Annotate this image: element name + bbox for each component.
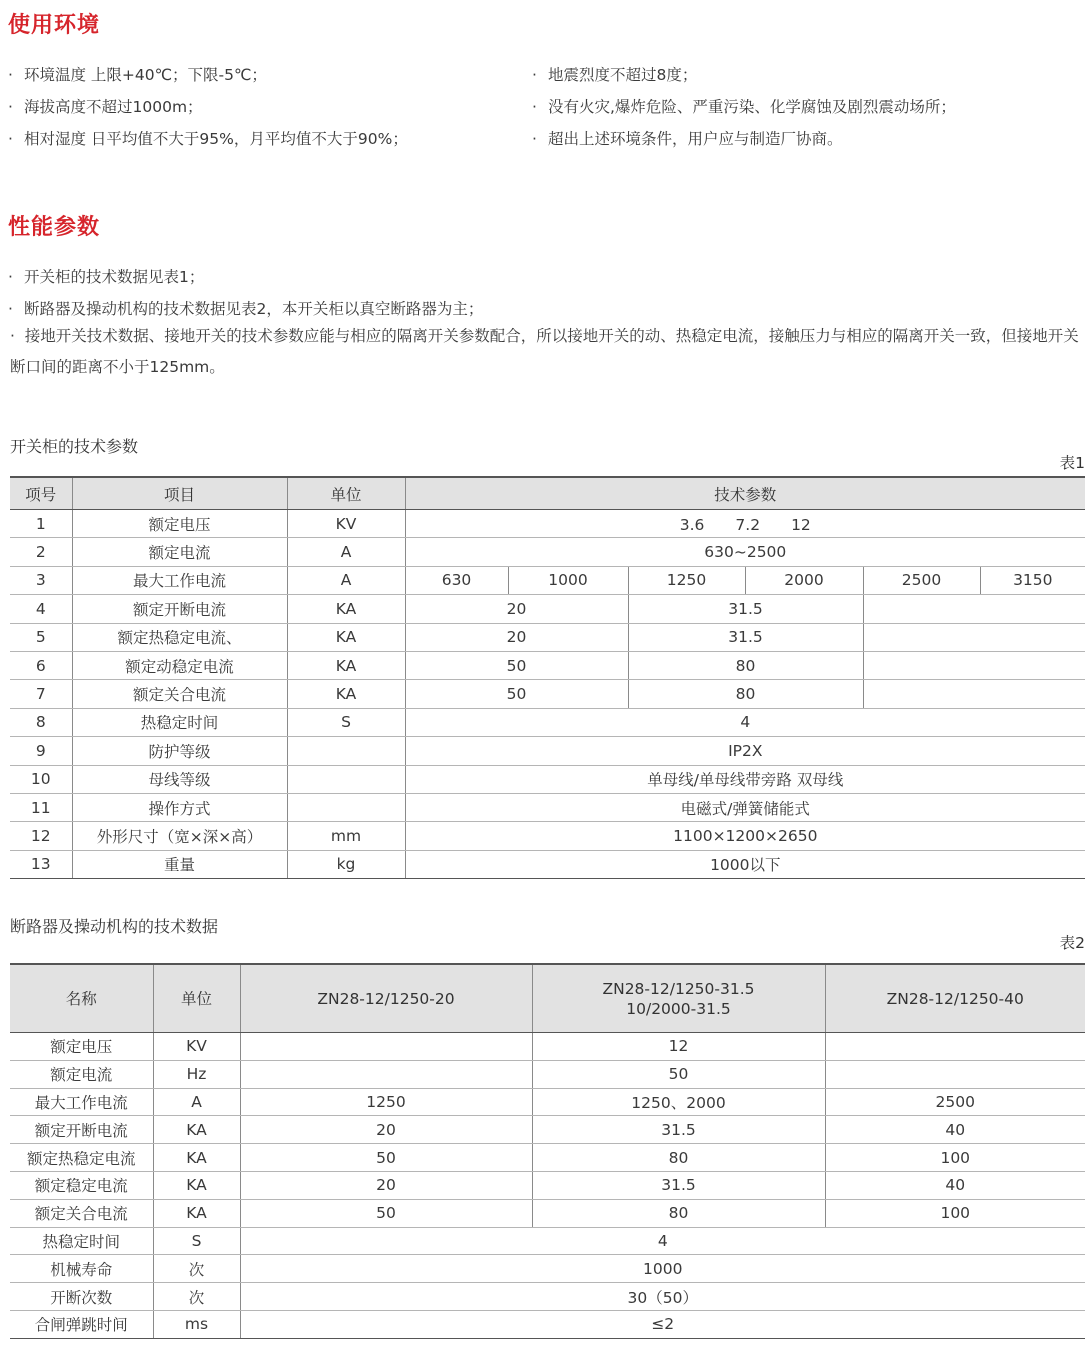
- table-cell: KA: [153, 1171, 240, 1199]
- table-row: [10, 1033, 1085, 1061]
- table-cell: 9: [10, 737, 72, 765]
- table-row: [10, 1144, 1085, 1172]
- list-item: · 超出上述环境条件，用户应与制造厂协商。: [532, 130, 843, 148]
- table-cell: 额定电压: [10, 1033, 153, 1061]
- table-row: [10, 1116, 1085, 1144]
- table-cell: KA: [153, 1144, 240, 1172]
- list-item: · 接地开关技术数据、接地开关的技术参数应能与相应的隔离开关参数配合，所以接地开关的动、热稳定电流，接触压力与相应的隔离开关一致，但接地开关断口间的距离不小于125mm。: [10, 327, 1079, 376]
- column-header: 项号: [10, 477, 72, 510]
- column-header: 项目: [72, 477, 287, 510]
- table-row: [10, 510, 1085, 538]
- table-cell: 80: [628, 651, 863, 679]
- table-cell: 50: [240, 1199, 532, 1227]
- table-cell: 100: [825, 1199, 1085, 1227]
- table-cell: 80: [532, 1199, 825, 1227]
- table-cell: ≤2: [240, 1310, 1085, 1338]
- table-cell: 20: [240, 1171, 532, 1199]
- table-cell: 12: [532, 1033, 825, 1061]
- table-row: [10, 737, 1085, 765]
- table2-tag: 表2: [1059, 934, 1085, 952]
- table-cell: 额定关合电流: [72, 680, 287, 708]
- table-header-row: [10, 964, 1085, 1033]
- bullet-dot-icon: ·: [532, 98, 537, 116]
- column-header: 名称: [10, 964, 153, 1033]
- table-cell: 20: [405, 623, 628, 651]
- table-cell: 合闸弹跳时间: [10, 1310, 153, 1338]
- table-cell: 1100×1200×2650: [405, 822, 1085, 850]
- table-cell: 11: [10, 793, 72, 821]
- table-row: [10, 680, 1085, 708]
- table-row: [10, 1171, 1085, 1199]
- table-cell: 31.5: [532, 1171, 825, 1199]
- table1: [10, 476, 1085, 879]
- table-row: [10, 822, 1085, 850]
- table-header-row: [10, 477, 1085, 510]
- table-cell: KA: [287, 680, 405, 708]
- table-cell: kg: [287, 850, 405, 878]
- table-cell: 10: [10, 765, 72, 793]
- table-cell: KA: [287, 595, 405, 623]
- table-row: [10, 651, 1085, 679]
- table-cell: ms: [153, 1310, 240, 1338]
- table-cell: 20: [405, 595, 628, 623]
- table-row: [10, 1060, 1085, 1088]
- table-cell: [825, 1060, 1085, 1088]
- bullet-dot-icon: ·: [8, 66, 13, 84]
- table-row: [10, 595, 1085, 623]
- table-cell: 31.5: [628, 595, 863, 623]
- table-row: [10, 1255, 1085, 1283]
- table-cell: 1000: [508, 566, 628, 594]
- table-cell: 额定热稳定电流: [10, 1144, 153, 1172]
- table-cell: 50: [405, 651, 628, 679]
- table-cell: 额定开断电流: [10, 1116, 153, 1144]
- table-cell: 1: [10, 510, 72, 538]
- table-cell: [825, 1033, 1085, 1061]
- bullet-dot-icon: ·: [10, 327, 15, 345]
- table-cell: 7: [10, 680, 72, 708]
- table-cell: 50: [405, 680, 628, 708]
- table-cell: 2500: [863, 566, 980, 594]
- table-cell: KA: [287, 623, 405, 651]
- table-cell: 6: [10, 651, 72, 679]
- table-cell: 最大工作电流: [72, 566, 287, 594]
- table-cell: 单母线/单母线带旁路 双母线: [405, 765, 1085, 793]
- table-row: [10, 1199, 1085, 1227]
- table2: [10, 963, 1085, 1339]
- table-cell: A: [287, 538, 405, 566]
- table-cell: 额定电流: [10, 1060, 153, 1088]
- table-cell: 最大工作电流: [10, 1088, 153, 1116]
- table-cell: S: [153, 1227, 240, 1255]
- table-cell: 重量: [72, 850, 287, 878]
- table-row: [10, 623, 1085, 651]
- table-cell: 4: [405, 708, 1085, 736]
- table-cell: 额定动稳定电流: [72, 651, 287, 679]
- table-cell: [287, 765, 405, 793]
- column-header: 单位: [287, 477, 405, 510]
- table-cell: 电磁式/弹簧储能式: [405, 793, 1085, 821]
- table-cell: [863, 623, 1085, 651]
- table-cell: 13: [10, 850, 72, 878]
- table-cell: 8: [10, 708, 72, 736]
- table-cell: 630~2500: [405, 538, 1085, 566]
- column-header: ZN28-12/1250-31.5 10/2000-31.5: [532, 964, 825, 1033]
- table2-title: 断路器及操动机构的技术数据: [10, 917, 219, 936]
- table-cell: 额定热稳定电流、: [72, 623, 287, 651]
- table-cell: [287, 793, 405, 821]
- table-cell: [240, 1060, 532, 1088]
- table-cell: 3150: [980, 566, 1085, 594]
- table-cell: 100: [825, 1144, 1085, 1172]
- table-cell: KA: [287, 651, 405, 679]
- table-cell: IP2X: [405, 737, 1085, 765]
- bullet-dot-icon: ·: [532, 66, 537, 84]
- table-cell: 2500: [825, 1088, 1085, 1116]
- section-title-environment: 使用环境: [8, 13, 101, 38]
- table-cell: 3.6 7.2 12: [405, 510, 1085, 538]
- table-cell: 2000: [745, 566, 863, 594]
- table-cell: 额定电压: [72, 510, 287, 538]
- table-cell: 1250: [240, 1088, 532, 1116]
- bullet-dot-icon: ·: [532, 130, 537, 148]
- table-cell: [863, 651, 1085, 679]
- table-cell: 5: [10, 623, 72, 651]
- table-cell: 1250: [628, 566, 745, 594]
- table-cell: 80: [628, 680, 863, 708]
- table-cell: 40: [825, 1116, 1085, 1144]
- column-header: ZN28-12/1250-40: [825, 964, 1085, 1033]
- table-cell: KA: [153, 1199, 240, 1227]
- table-cell: Hz: [153, 1060, 240, 1088]
- table-cell: [863, 680, 1085, 708]
- table-cell: [287, 737, 405, 765]
- section-title-performance: 性能参数: [8, 215, 101, 240]
- table-cell: 额定稳定电流: [10, 1171, 153, 1199]
- table-cell: 4: [240, 1227, 1085, 1255]
- table-cell: 额定电流: [72, 538, 287, 566]
- table-cell: 2: [10, 538, 72, 566]
- table-cell: KV: [287, 510, 405, 538]
- table-cell: A: [287, 566, 405, 594]
- table-row: [10, 765, 1085, 793]
- table-row: [10, 1088, 1085, 1116]
- table-cell: 额定开断电流: [72, 595, 287, 623]
- bullet-dot-icon: ·: [8, 300, 13, 318]
- table-cell: S: [287, 708, 405, 736]
- table-cell: 开断次数: [10, 1283, 153, 1311]
- bullet-dot-icon: ·: [8, 98, 13, 116]
- table1-tag: 表1: [1059, 454, 1085, 472]
- table-cell: 3: [10, 566, 72, 594]
- bullet-dot-icon: ·: [8, 268, 13, 286]
- table-cell: [240, 1033, 532, 1061]
- table-cell: 80: [532, 1144, 825, 1172]
- column-header: ZN28-12/1250-20: [240, 964, 532, 1033]
- table-cell: 50: [240, 1144, 532, 1172]
- list-item: · 断路器及操动机构的技术数据见表2，本开关柜以真空断路器为主；: [8, 300, 484, 318]
- table-cell: 额定关合电流: [10, 1199, 153, 1227]
- table-cell: 630: [405, 566, 508, 594]
- list-item: · 地震烈度不超过8度；: [532, 66, 698, 84]
- table-cell: mm: [287, 822, 405, 850]
- list-item: · 开关柜的技术数据见表1；: [8, 268, 205, 286]
- table-cell: 热稳定时间: [10, 1227, 153, 1255]
- table-cell: 40: [825, 1171, 1085, 1199]
- table-cell: 12: [10, 822, 72, 850]
- table-cell: 母线等级: [72, 765, 287, 793]
- table-cell: KA: [153, 1116, 240, 1144]
- table-cell: 50: [532, 1060, 825, 1088]
- list-item: · 环境温度 上限+40℃；下限-5℃；: [8, 66, 267, 84]
- table-cell: 热稳定时间: [72, 708, 287, 736]
- table-cell: 防护等级: [72, 737, 287, 765]
- table-cell: 31.5: [628, 623, 863, 651]
- table-cell: 外形尺寸（宽×深×高）: [72, 822, 287, 850]
- table-cell: 次: [153, 1283, 240, 1311]
- table-row: [10, 708, 1085, 736]
- list-item: · 相对湿度 日平均值不大于95%，月平均值不大于90%；: [8, 130, 408, 148]
- table-cell: 机械寿命: [10, 1255, 153, 1283]
- table-row: [10, 566, 1085, 594]
- table-row: [10, 850, 1085, 878]
- table-row: [10, 793, 1085, 821]
- table-row: [10, 1283, 1085, 1311]
- table-cell: 1250、2000: [532, 1088, 825, 1116]
- table-cell: [863, 595, 1085, 623]
- table-cell: 1000: [240, 1255, 1085, 1283]
- table-cell: KV: [153, 1033, 240, 1061]
- table-cell: 1000以下: [405, 850, 1085, 878]
- table-cell: 4: [10, 595, 72, 623]
- table-cell: 31.5: [532, 1116, 825, 1144]
- table-cell: A: [153, 1088, 240, 1116]
- table-row: [10, 1310, 1085, 1338]
- table-row: [10, 538, 1085, 566]
- table-cell: 次: [153, 1255, 240, 1283]
- bullet-dot-icon: ·: [8, 130, 13, 148]
- table1-title: 开关柜的技术参数: [10, 437, 139, 456]
- column-header: 技术参数: [405, 477, 1085, 510]
- column-header: 单位: [153, 964, 240, 1033]
- list-item: · 海拔高度不超过1000m；: [8, 98, 203, 116]
- table-row: [10, 1227, 1085, 1255]
- table-cell: 30（50）: [240, 1283, 1085, 1311]
- list-item: · 没有火灾,爆炸危险、严重污染、化学腐蚀及剧烈震动场所；: [532, 98, 956, 116]
- table-cell: 操作方式: [72, 793, 287, 821]
- table-cell: 20: [240, 1116, 532, 1144]
